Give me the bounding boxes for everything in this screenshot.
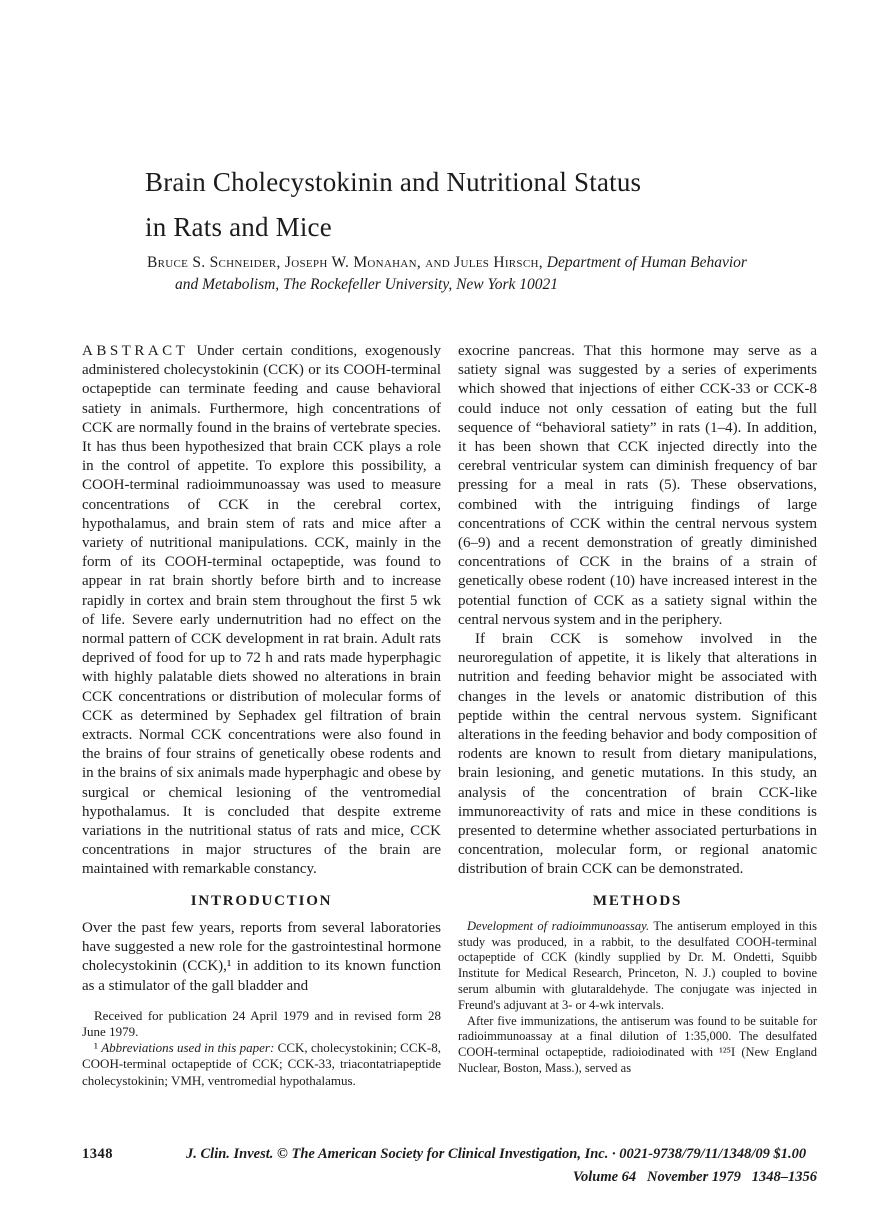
left-column: [82, 342, 441, 1164]
abbreviations-note: [82, 1040, 441, 1089]
footnote-block: [82, 1008, 441, 1089]
journal-copyright: J. Clin. Invest. © The American Society for Clinical Investigation, Inc. · 0021-9738/79/11/1348/09 $1.00: [186, 1146, 807, 1162]
author-affiliation: Department of Human Behavior and Metabolism, The Rockefeller University, New York 10021: [175, 254, 747, 293]
introduction-paragraph-col2-1: exocrine pancreas. That this hormone may serve as a satiety signal was suggested by a series of experiments which showed that injections of either CCK-33 or CCK-8 could induce not only cessation of eating but the full sequence of “behavioral satiety” in rats (1–4). In addition, it has been shown that CCK injected directly into the cerebral ventricular system can diminish frequency of bar pressing for a meal in rats (5). These observations, combined with the intriguing findings of large concentrations of CCK within the central nervous system (6–9) and a recent demonstration of greatly diminished concentrations of CCK in the brains of a strain of genetically obese rodent (10) have increased interest in the potential function of CCK as a satiety signal within the central nervous system and in the periphery.: [458, 343, 817, 628]
footer-copyright-row: [82, 1146, 817, 1163]
author-names: Bruce S. Schneider, Joseph W. Monahan, and Jules Hirsch,: [147, 254, 543, 271]
two-column-body: [82, 342, 817, 1164]
introduction-heading: INTRODUCTION: [190, 892, 333, 909]
right-column: [458, 342, 817, 1164]
abbreviations-lead: Abbreviations used in this paper:: [101, 1040, 275, 1056]
introduction-paragraph-col1: Over the past few years, reports from several laboratories have suggested a new role for the gastrointestinal hormone cholecystokinin (CCK),¹ in addition to its known function as a stimulator of the gall bladder and: [82, 919, 441, 994]
abstract-paragraph: [82, 342, 441, 880]
abstract-text: Under certain conditions, exogenously administered cholecystokinin (CCK) or its COOH-terminal octapeptide can terminate feeding and cause behavioral satiety in animals. Furthermore, high concentrations of CCK are normally found in the brains of vertebrate species. It has thus been hypothesized that brain CCK plays a role in the control of appetite. To explore this possibility, a COOH-terminal radioimmunoassay was used to measure concentrations of CCK in the cerebral cortex, hypothalamus, and brain stem of rats and mice after a variety of nutritional manipulations. CCK, mainly in the form of its COOH-terminal octapeptide, was found to appear in rat brain shortly before birth and to increase rapidly in cortex and brain stem throughout the first 5 wk of life. Severe early undernutrition had no effect on the normal pattern of CCK development in rat brain. Adult rats deprived of food for up to 72 h and rats made hyperphagic with highly palatable diets showed no alterations in brain CCK concentrations or distribution of molecular forms of CCK as determined by Sephadex gel filtration of brain extracts. Normal CCK concentrations were also found in the brains of four strains of genetically obese rodents and in the brains of six animals made hyperphagic and obese by surgical or chemical lesioning of the ventromedial hypothalamus. It is concluded that despite extreme variations in the nutritional status of rats and mice, CCK concentrations in major structures of the brain are maintained with remarkable constancy.: [82, 343, 442, 878]
methods-text: [458, 919, 817, 1077]
author-byline: [147, 252, 760, 295]
methods-paragraph-2: After five immunizations, the antiserum was found to be suitable for radioimmunoassay at a final dilution of 1:35,000. The desulfated COOH-terminal octapeptide, radioiodinated with ¹²⁵I (New England Nuclear, Boston, Mass.), served as: [458, 1013, 817, 1076]
article-title-line1: Brain Cholecystokinin and Nutritional Status: [145, 167, 642, 197]
received-note: Received for publication 24 April 1979 and in revised form 28 June 1979.: [82, 1007, 441, 1039]
introduction-paragraph-col2-2: If brain CCK is somehow involved in the neuroregulation of appetite, it is likely that alterations in nutrition and feeding behavior might be associated with changes in the levels or anatomic distribution of this peptide within the central nervous system. Significant alterations in the feeding behavior and body composition of rodents are known to result from dietary manipulations, brain lesioning, and genetic mutations. In this study, an analysis of the concentration of brain CCK-like immunoreactivity of rats and mice in these conditions is presented to determine whether associated perturbations in concentration, molecular form, or regional anatomic distribution of brain CCK can be demonstrated.: [458, 631, 817, 878]
article-title: [145, 160, 641, 250]
methods-paragraph-1-text: The antiserum employed in this study was produced, in a rabbit, to the desulfated COOH-terminal octapeptide of CCK (kindly supplied by Dr. M. Ondetti, Squibb Institute for Medical Research, Princeton, N. J.) coupled to bovine serum albumin with glutaraldehyde. The conjugate was injected in Freund's adjuvant at 3- or 4-wk intervals.: [458, 918, 817, 1012]
page-number: 1348: [82, 1146, 113, 1162]
footnote-marker: ¹: [94, 1040, 102, 1056]
methods-heading: METHODS: [592, 892, 683, 909]
article-title-line2: in Rats and Mice: [145, 212, 332, 242]
abbreviations-text: CCK, cholecystokinin; CCK-8, COOH-terminal octapeptide of CCK; CCK-33, triacontatriapeptide cholecystokinin; VMH, ventromedial hypothalamus.: [82, 1040, 441, 1088]
methods-paragraph-1: [458, 919, 817, 1014]
methods-paragraph-1-lead: Development of radioimmunoassay.: [467, 918, 650, 933]
abstract-label: ABSTRACT: [82, 343, 189, 359]
volume-line: Volume 64 November 1979 1348–1356: [572, 1169, 817, 1185]
